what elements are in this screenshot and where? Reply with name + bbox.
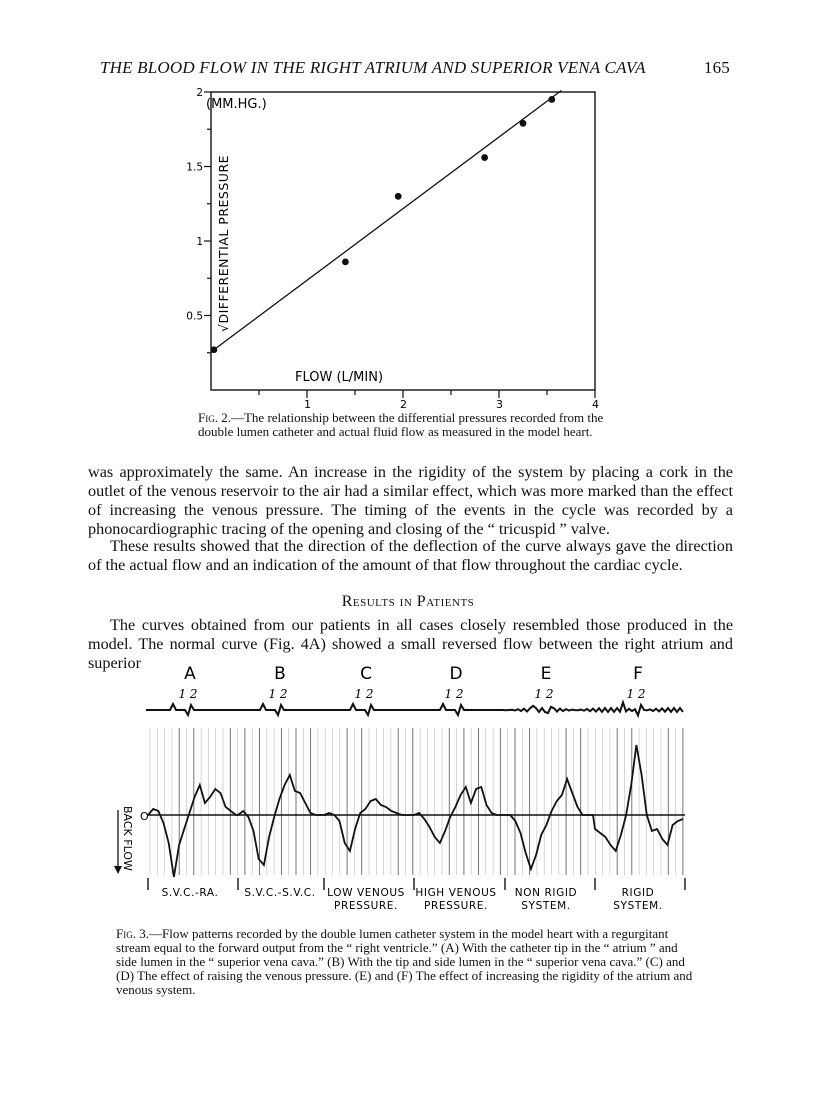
panel-label: RIGID <box>621 887 655 899</box>
x-tick-label: 4 <box>592 398 599 411</box>
panel-label: SYSTEM. <box>613 900 663 912</box>
panel-label: HIGH VENOUS <box>415 887 497 899</box>
panel-label: NON RIGID <box>514 887 578 899</box>
figure-2-chart <box>185 82 615 411</box>
timing-marks: 1 2 <box>444 687 464 701</box>
back-flow-arrow-icon <box>114 810 122 874</box>
timing-marks: 1 2 <box>626 687 646 701</box>
section-heading: Results in Patients <box>341 593 475 610</box>
body-paragraph-1: was approximately the same. An increase in the rigidity of the system by placing a cork in the outlet of the venous reservoir to the air had a similar effect, which was more marked than the effect of increasing the venous pressure. The timing of the events in the cycle was recorded by a phonocardiographic tracing of the opening and closing of the “ tricuspid ” valve. <box>88 463 733 538</box>
figure-3-caption-text: —Flow patterns recorded by the double lumen catheter system in the model heart with a regurgitant stream equal to the forward output from the “ right ventricle.” (A) With the catheter tip in the “ atrium ” and side lumen in the “ superior vena cava.” (B) With the tip and side lumen in the “ superior vena cava.” (C) and (D) The effect of raising the venous pressure. (E) and (F) The effect of increasing the rigidity of the atrium and venous system. <box>116 926 693 997</box>
figure-2-caption-text: —The relationship between the differential pressures recorded from the double lumen catheter and actual fluid flow as measured in the model heart. <box>198 410 604 439</box>
plot-frame <box>211 92 595 390</box>
panel-label: PRESSURE. <box>334 900 398 912</box>
figure-3-caption <box>116 927 694 997</box>
x-tick-label: 1 <box>304 398 311 411</box>
panel-label: S.V.C.-RA. <box>161 887 219 899</box>
data-point <box>395 193 402 200</box>
panel-letter: B <box>274 664 286 684</box>
timing-marks: 1 2 <box>354 687 374 701</box>
figure-3-traces <box>110 660 700 918</box>
timing-marks: 1 2 <box>268 687 288 701</box>
y-tick-label: 1 <box>196 236 203 248</box>
panel-label: PRESSURE. <box>424 900 488 912</box>
data-point <box>481 154 488 161</box>
y-tick-label: 1.5 <box>186 161 203 174</box>
running-header <box>100 58 740 78</box>
running-title: THE BLOOD FLOW IN THE RIGHT ATRIUM AND SUPERIOR VENA CAVA <box>100 58 646 77</box>
back-flow-label: BACK FLOW <box>121 806 134 871</box>
panel-letter: F <box>633 664 643 684</box>
data-point <box>520 120 527 127</box>
figure-2-caption <box>198 411 608 439</box>
panel-letter: E <box>540 664 552 684</box>
x-tick-label: 2 <box>400 398 407 411</box>
panel-label: LOW VENOUS <box>327 887 405 899</box>
panel-letter: D <box>449 664 463 684</box>
data-point <box>548 96 555 103</box>
regression-line <box>214 91 562 350</box>
figure-2-caption-label: Fig. 2. <box>198 410 231 425</box>
panel-letter: A <box>184 664 196 684</box>
timing-marks: 1 2 <box>178 687 198 701</box>
page-number: 165 <box>703 58 730 77</box>
x-axis-label: FLOW (L/MIN) <box>295 370 384 385</box>
y-tick-label: 0.5 <box>186 310 203 323</box>
body-paragraph-2: These results showed that the direction of the deflection of the curve always gave the direction of the actual flow and an indication of the amount of that flow throughout the cardiac cycle. <box>88 537 733 574</box>
x-tick-label: 3 <box>496 398 503 411</box>
zero-label: O <box>140 810 149 823</box>
figure-3-caption-label: Fig. 3. <box>116 926 149 941</box>
y-tick-label: 2 <box>196 87 203 99</box>
timing-marks: 1 2 <box>534 687 554 701</box>
body-paragraph-3: The curves obtained from our patients in all cases closely resembled those produced in the model. The normal curve (Fig. 4A) showed a small reversed flow between the right atrium and superior <box>88 616 733 672</box>
y-axis-label: √DIFFERENTIAL PRESSURE <box>216 154 231 332</box>
panel-letter: C <box>360 664 372 684</box>
panel-label: S.V.C.-S.V.C. <box>244 887 316 899</box>
data-point <box>210 346 217 353</box>
y-axis-unit: (MM.HG.) <box>206 97 267 112</box>
data-point <box>342 258 349 265</box>
panel-label: SYSTEM. <box>521 900 571 912</box>
phonocardiogram-trace <box>146 702 683 715</box>
